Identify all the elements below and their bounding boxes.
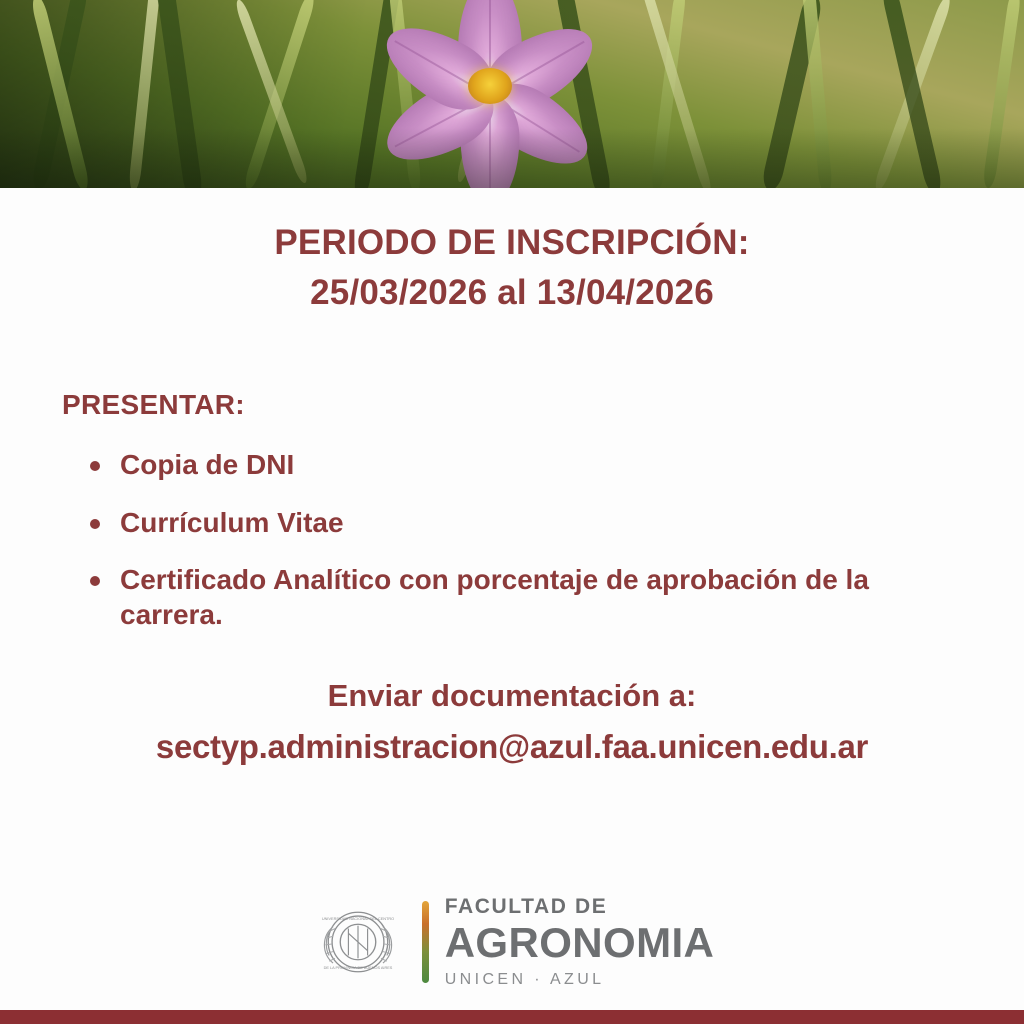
svg-text:UNIVERSIDAD NACIONAL DEL CENTR: UNIVERSIDAD NACIONAL DEL CENTRO (321, 916, 394, 921)
title-line-1: PERIODO DE INSCRIPCIÓN: (274, 223, 750, 262)
university-crest-icon (310, 894, 406, 990)
contact-email: sectyp.administracion@azul.faa.unicen.edu.ar (155, 728, 869, 766)
requirements-list (0, 447, 1024, 632)
page-title (0, 188, 1024, 317)
faculty-line-1: FACULTAD DE (444, 895, 608, 918)
faculty-line-3: UNICEN · AZUL (444, 971, 605, 988)
list-item: Copia de DNI (86, 447, 964, 482)
header-photo (0, 0, 1024, 188)
flower-center (468, 68, 512, 104)
svg-text:DE LA PROVINCIA DE BUENOS AIRE: DE LA PROVINCIA DE BUENOS AIRES (323, 965, 393, 970)
logo-color-strip (422, 901, 429, 983)
poster-content (0, 188, 1024, 1024)
bottom-accent-bar (0, 1010, 1024, 1024)
present-label: PRESENTAR: (62, 389, 245, 421)
faculty-line-2: AGRONOMIA (444, 919, 715, 966)
list-item: Certificado Analítico con porcentaje de aprobación de la carrera. (86, 562, 964, 633)
list-item: Currículum Vitae (86, 505, 964, 540)
footer-logo (0, 894, 1024, 990)
send-documentation-label: Enviar documentación a: (327, 678, 697, 714)
title-line-2: 25/03/2026 al 13/04/2026 (310, 272, 714, 312)
photo-vignette (0, 128, 1024, 188)
faculty-wordmark (445, 896, 715, 988)
